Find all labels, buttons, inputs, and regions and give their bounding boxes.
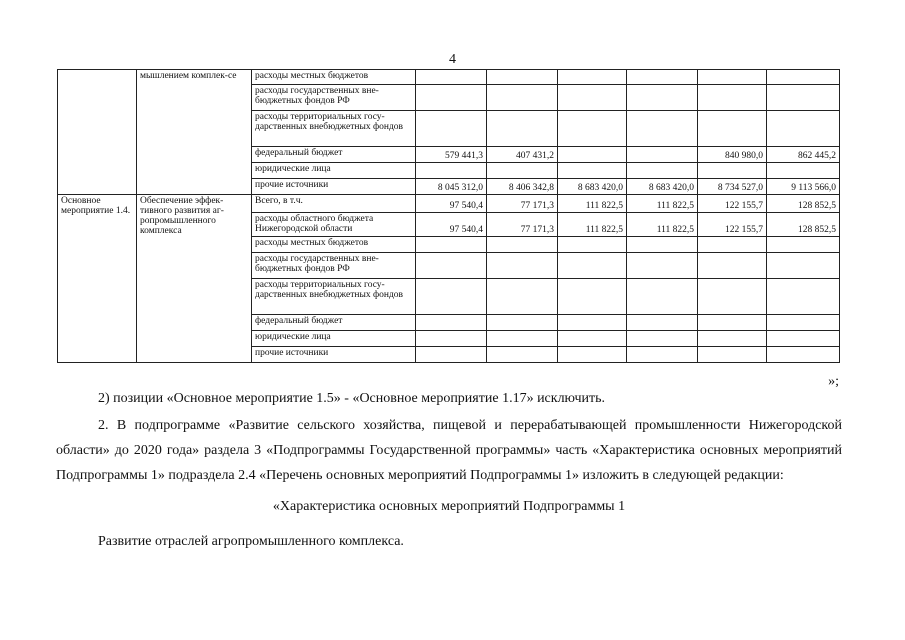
value-cell: [416, 85, 487, 111]
name-cell: Обеспечение эффек-тивного развития аг-ропромышленного комплекса: [137, 195, 252, 363]
table-body: [58, 70, 840, 363]
value-cell: [416, 315, 487, 331]
quote-close: »;: [828, 374, 839, 389]
table-row: [58, 70, 840, 85]
value-cell: [487, 111, 558, 147]
value-cell: [558, 70, 627, 85]
value-cell: [558, 237, 627, 253]
paragraph-development: Развитие отраслей агропромышленного комплекса.: [98, 534, 404, 549]
value-cell: [558, 111, 627, 147]
table-row: [58, 195, 840, 213]
value-cell: [767, 237, 840, 253]
funding-source-cell: прочие источники: [252, 179, 416, 195]
value-cell: [627, 147, 698, 163]
paragraph-exclusion: 2) позиции «Основное мероприятие 1.5» - «Основное мероприятие 1.17» исключить.: [98, 391, 606, 406]
value-cell: 111 822,5: [627, 213, 698, 237]
value-cell: [558, 147, 627, 163]
value-cell: 840 980,0: [698, 147, 767, 163]
value-cell: [558, 315, 627, 331]
value-cell: [698, 347, 767, 363]
value-cell: 77 171,3: [487, 195, 558, 213]
value-cell: [767, 111, 840, 147]
value-cell: 122 155,7: [698, 195, 767, 213]
value-cell: [627, 70, 698, 85]
value-cell: [416, 253, 487, 279]
funding-source-cell: расходы территориальных госу-дарственных внебюджетных фондов: [252, 279, 416, 315]
value-cell: 9 113 566,0: [767, 179, 840, 195]
value-cell: 97 540,4: [416, 195, 487, 213]
value-cell: 8 045 312,0: [416, 179, 487, 195]
value-cell: [767, 253, 840, 279]
value-cell: [698, 163, 767, 179]
name-cell: мышлением комплек-се: [137, 70, 252, 195]
value-cell: [767, 331, 840, 347]
funding-source-cell: прочие источники: [252, 347, 416, 363]
value-cell: [487, 237, 558, 253]
value-cell: 8 406 342,8: [487, 179, 558, 195]
page-number: 4: [449, 52, 456, 67]
funding-source-cell: Всего, в т.ч.: [252, 195, 416, 213]
value-cell: 111 822,5: [558, 213, 627, 237]
funding-source-cell: расходы областного бюджета Нижегородской области: [252, 213, 416, 237]
value-cell: [767, 279, 840, 315]
paragraph-subprogram: 2. В подпрограмме «Развитие сельского хозяйства, пищевой и перерабатывающей промышленности Нижегородской области» до 2020 года» раздела 3 «Подпрограммы Государственной программы» часть «Характеристика основных мероприятий Подпрограммы 1» подраздела 2.4 «Перечень основных мероприятий Подпрограммы 1» изложить в следующей редакции:: [56, 418, 842, 483]
value-cell: [698, 253, 767, 279]
value-cell: [416, 70, 487, 85]
value-cell: [767, 85, 840, 111]
value-cell: [416, 279, 487, 315]
value-cell: [698, 315, 767, 331]
value-cell: [627, 111, 698, 147]
value-cell: [627, 347, 698, 363]
value-cell: [558, 163, 627, 179]
value-cell: [627, 237, 698, 253]
value-cell: 111 822,5: [558, 195, 627, 213]
value-cell: 8 683 420,0: [558, 179, 627, 195]
value-cell: [767, 70, 840, 85]
value-cell: [558, 331, 627, 347]
value-cell: 8 734 527,0: [698, 179, 767, 195]
value-cell: [558, 85, 627, 111]
value-cell: [627, 85, 698, 111]
funding-source-cell: федеральный бюджет: [252, 315, 416, 331]
funding-source-cell: расходы государственных вне-бюджетных фондов РФ: [252, 253, 416, 279]
value-cell: [487, 331, 558, 347]
funding-source-cell: расходы территориальных госу-дарственных внебюджетных фондов: [252, 111, 416, 147]
value-cell: 8 683 420,0: [627, 179, 698, 195]
value-cell: [627, 331, 698, 347]
budget-table: [57, 69, 840, 363]
value-cell: [416, 237, 487, 253]
body-text: [56, 386, 842, 554]
value-cell: [416, 111, 487, 147]
value-cell: [558, 279, 627, 315]
value-cell: 128 852,5: [767, 195, 840, 213]
value-cell: 97 540,4: [416, 213, 487, 237]
value-cell: [558, 253, 627, 279]
value-cell: [767, 163, 840, 179]
event-cell: Основное мероприятие 1.4.: [58, 195, 137, 363]
funding-source-cell: федеральный бюджет: [252, 147, 416, 163]
value-cell: 862 445,2: [767, 147, 840, 163]
section-heading: «Характеристика основных мероприятий Подпрограммы 1: [272, 499, 626, 514]
value-cell: [487, 279, 558, 315]
event-cell: [58, 70, 137, 195]
value-cell: [698, 279, 767, 315]
value-cell: [698, 70, 767, 85]
value-cell: [698, 331, 767, 347]
value-cell: 407 431,2: [487, 147, 558, 163]
value-cell: [627, 253, 698, 279]
value-cell: [627, 279, 698, 315]
value-cell: 122 155,7: [698, 213, 767, 237]
value-cell: 579 441,3: [416, 147, 487, 163]
funding-source-cell: юридические лица: [252, 331, 416, 347]
value-cell: [767, 315, 840, 331]
value-cell: [627, 163, 698, 179]
funding-source-cell: расходы местных бюджетов: [252, 70, 416, 85]
value-cell: [487, 253, 558, 279]
value-cell: 128 852,5: [767, 213, 840, 237]
value-cell: [487, 85, 558, 111]
value-cell: [487, 70, 558, 85]
value-cell: [698, 85, 767, 111]
value-cell: [487, 315, 558, 331]
value-cell: [416, 163, 487, 179]
value-cell: [767, 347, 840, 363]
value-cell: [698, 111, 767, 147]
value-cell: [487, 347, 558, 363]
value-cell: [698, 237, 767, 253]
value-cell: [558, 347, 627, 363]
value-cell: [416, 347, 487, 363]
funding-source-cell: расходы местных бюджетов: [252, 237, 416, 253]
value-cell: [487, 163, 558, 179]
value-cell: [416, 331, 487, 347]
value-cell: 77 171,3: [487, 213, 558, 237]
funding-source-cell: расходы государственных вне-бюджетных фондов РФ: [252, 85, 416, 111]
value-cell: [627, 315, 698, 331]
funding-source-cell: юридические лица: [252, 163, 416, 179]
value-cell: 111 822,5: [627, 195, 698, 213]
